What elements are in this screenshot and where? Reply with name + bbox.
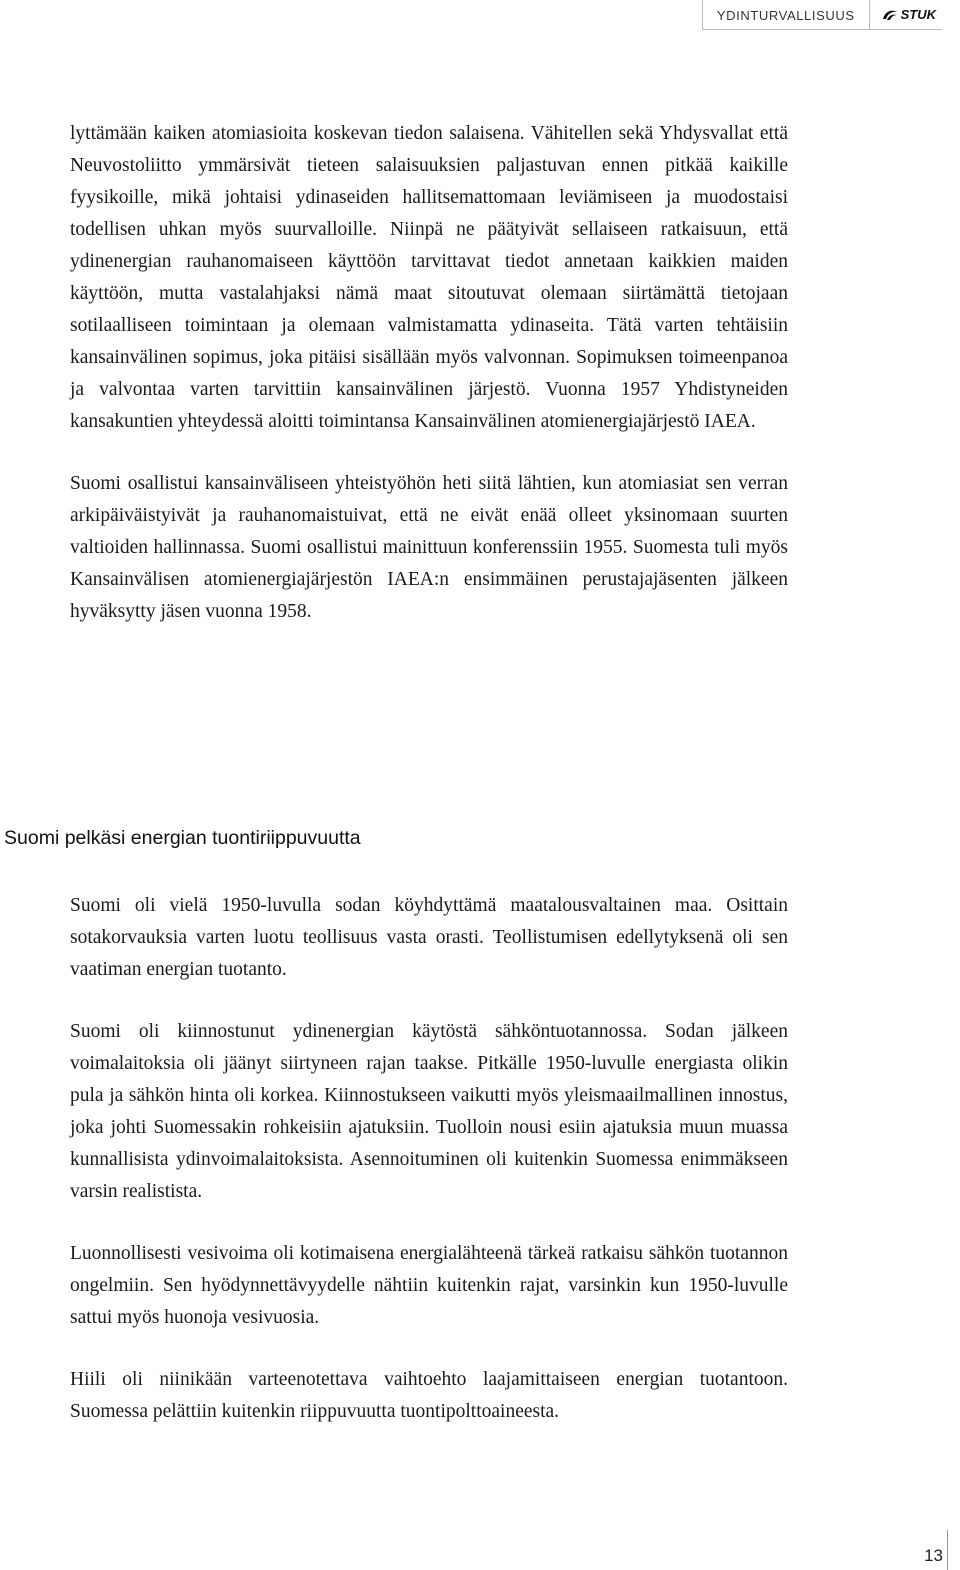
stuk-logo-icon xyxy=(882,9,898,21)
paragraph: lyttämään kaiken atomiasioita koskevan tiedon salaisena. Vähitellen sekä Yhdysvallat että Neuvostoliitto ymmärsivät tieteen salaisuuksien paljastuvan ennen pitkää kaikille fyysikoille, mikä johtaisi ydinaseiden hallitsemattomaan leviämiseen ja muodostaisi todellisen uhkan myös suurvalloille. Niinpä ne päätyivät sellaiseen ratkaisuun, että ydinenergian rauhanomaiseen käyttöön tarvittavat tiedot annetaan kaikkien maiden käyttöön, mutta vastalahjaksi nämä maat sitoutuvat olemaan siirtämättä tietojaan sotilaalliseen toimintaan ja olemaan valmistamatta ydinaseita. Tätä varten tehtäisiin kansainvälinen sopimus, joka pitäisi sisällään myös valvonnan. Sopimuksen toimeenpanoa ja valvontaa varten tarvittiin kansainvälinen järjestö. Vuonna 1957 Yhdistyneiden kansakuntien yhteydessä aloitti toimintansa Kansainvälinen atomienergiajärjestö IAEA. xyxy=(70,123,788,432)
section-heading: Suomi pelkäsi energian tuontiriippuvuutta xyxy=(4,827,361,849)
stuk-logo-text: STUK xyxy=(900,7,936,22)
paragraph: Suomi osallistui kansainväliseen yhteistyöhön heti siitä lähtien, kun atomiasiat sen verran arkipäiväistyivät ja rauhanomaistuivat, että ne eivät enää olleet yksinomaan suurten valtioiden hallinnassa. Suomi osallistui mainittuun konferenssiin 1955. Suomesta tuli myös Kansainvälisen atomienergiajärjestön IAEA:n ensimmäinen perustajajäsenten jälkeen hyväksytty jäsen vuonna 1958. xyxy=(70,473,788,622)
stuk-logo xyxy=(869,0,942,30)
body-text-section xyxy=(70,890,788,1458)
page-number: 13 xyxy=(924,1546,943,1565)
paragraph: Suomi oli vielä 1950-luvulla sodan köyhdyttämä maatalousvaltainen maa. Osittain sotakorvauksia varten luotu teollisuus vasta orasti. Teollistumisen edellytyksenä oli sen vaatiman energian tuotanto. xyxy=(70,895,788,980)
paragraph: Hiili oli niinikään varteenotettava vaihtoehto laajamittaiseen energian tuotantoon. Suomessa pelättiin kuitenkin riippuvuutta tuontipolttoaineesta. xyxy=(70,1369,788,1422)
header-section-label: YDINTURVALLISUUS xyxy=(702,0,869,30)
page-header xyxy=(702,0,942,30)
paragraph: Luonnollisesti vesivoima oli kotimaisena energialähteenä tärkeä ratkaisu sähkön tuotannon ongelmiin. Sen hyödynnettävyydelle nähtiin kuitenkin rajat, varsinkin kun 1950-luvulle sattui myös huonoja vesivuosia. xyxy=(70,1243,788,1328)
paragraph: Suomi oli kiinnostunut ydinenergian käytöstä sähköntuotannossa. Sodan jälkeen voimalaitoksia oli jäänyt siirtyneen rajan taakse. Pitkälle 1950-luvulle energiasta olikin pula ja sähkön hinta oli korkea. Kiinnostukseen vaikutti myös yleismaailmallinen innostus, joka johti Suomessakin rohkeisiin ajatuksiin. Tuolloin nousi esiin ajatuksia muun muassa kunnallisista ydinvoimalaitoksista. Asennoituminen oli kuitenkin Suomessa enimmäkseen varsin realistista. xyxy=(70,1021,788,1202)
body-text-top xyxy=(70,118,788,658)
page-number-divider xyxy=(947,1530,948,1570)
